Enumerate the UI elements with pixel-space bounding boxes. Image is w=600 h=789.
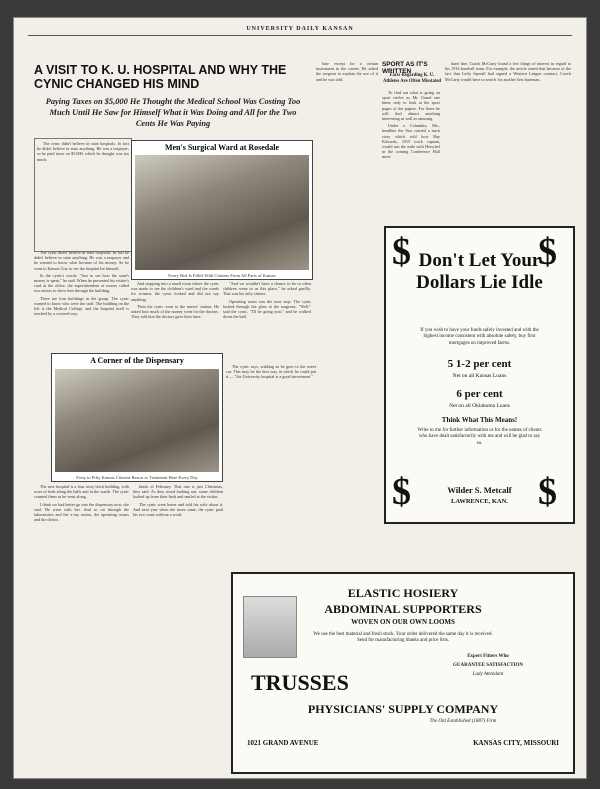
masthead-rule [28, 35, 572, 36]
sport-text-1 [382, 90, 440, 222]
kansas-rate-label: Net on all Kansas Loans [452, 373, 507, 379]
company-city: KANSAS CITY, MISSOURI [473, 739, 559, 747]
body-paragraph: The cynic says, walking as he goes to the street car. This may be the best way in which he could put it — "the University hospital is a good investment." [226, 364, 316, 380]
bank-ad-tagline: Think What This Means! [441, 416, 518, 424]
article-headline: A VISIT TO K. U. HOSPITAL AND WHY THE CYNIC CHANGED HIS MIND [34, 63, 287, 91]
dollar-sign-icon: $ [392, 471, 411, 513]
dollar-sign-icon: $ [392, 231, 411, 273]
column-3-lower-text [226, 364, 316, 564]
body-paragraph: In the cynic's words: "Just to see how the state's money is spent," he said. When he presented his visitor's card at the office, the superintendent of nurses called two nurses to show him through the building. [34, 272, 129, 294]
bank-ad-offer: Write to me for further information or for the names of clients who have dealt satisfactorily with me and will be glad to say so. [417, 428, 542, 446]
body-paragraph: Under a Columbia, Mo., headline the Star carried a track story which told how Ray Edwards, 1915 track captain, would run the mile with Herschel in the coming Conference Hall meet. [382, 123, 440, 160]
trusses-title: TRUSSES [251, 670, 349, 695]
body-paragraph: There are four buildings in the group. The cynic wanted to know who were the staff. The building on the left is the Medical College, and the hospital itself is reached by a covered way. [34, 295, 129, 317]
bank-ad-city: LAWRENCE, KAN. [451, 498, 508, 505]
oklahoma-rate-label: Net on all Oklahoma Loans [449, 403, 510, 409]
company-address: 1021 GRAND AVENUE [247, 739, 319, 747]
body-paragraph: kinds of February. That one is just Christmas, they said. As they stood looking out, some children looked up from their beds and smiled at the visitor. [133, 484, 223, 500]
column-1-text [34, 250, 129, 365]
masthead: UNIVERSITY DAILY KANSAN [246, 26, 354, 32]
body-paragraph: darie line, Coach McCarty found a few things of interest in regard to his 1916 baseball team. For example, the article stated that because of the fact that Lefty Sproull had signed a Western League contract, Coach McCarty would have to search for another first baseman. [445, 61, 571, 82]
bank-advertisement [384, 226, 575, 524]
article-deck: Paying Taxes on $5,000 He Thought the Medical School Was Costing Too Much Until He Saw for Himself What it Was Doing and All for the Two Cents He Was Paying [45, 97, 301, 128]
hosiery-lady: Lady Attendant [472, 672, 504, 677]
body-paragraph: And stopping into a small room where the cynic was made to see the children's ward and the wards for women, the cynic looked and did not say anything. [131, 281, 219, 302]
column-2-lower-text [133, 484, 223, 768]
oklahoma-rate: 6 per cent [456, 388, 503, 400]
body-paragraph: To find out what is going on sport circles as Mr. Grand one knew only to look at the sport pages of the papers. For there he will find almost anything interesting as well as amusing. [382, 90, 440, 122]
dollar-sign-icon: $ [538, 471, 557, 513]
newspaper-page [14, 18, 586, 778]
sport-headline: SPORT AS IT'S WRITTEN [382, 61, 428, 75]
photo-dispensary [51, 353, 223, 482]
bank-ad-headline: Don't Let Your Dollars Lie Idle [416, 250, 543, 293]
sport-subhead: Facts Regarding K. U. Athletes Are Often Misstated [382, 73, 442, 84]
company-established: The Old Established (1887) Firm [429, 719, 497, 724]
ward-photo-image [135, 155, 309, 270]
body-paragraph: Operating room was the next stop. The cynic looked through the glass at the surgeons. "Well," said the cynic, "I'll be going now," and he walked down the hall. [223, 298, 311, 320]
photo-caption: Every Bed Is Filled With Citizens From All Parts of Kansas [168, 273, 276, 278]
body-paragraph: The cynic went home and told his wife about it. And next year when the taxes came, the cynic paid his two cents without a word. [133, 501, 223, 518]
body-paragraph: The cynic didn't believe in state hospitals. In fact he didn't believe in state anything. He was a taxpayer and he wanted to know what became of his money. So he went to Kansas City to see the hospital for himself. [34, 250, 129, 271]
hosiery-note: We use the best material and fresh stock. Your order delivered the same day it is received. Send for manufacturing blanks and price lists. [313, 632, 493, 643]
column-1-lower-text [34, 484, 129, 768]
hosiery-fitters: Expert Fitters Who [467, 654, 509, 659]
looms-title: WOVEN ON OUR OWN LOOMS [351, 618, 455, 626]
bank-ad-intro: If you wish to have your funds safely invested and with the highest income consistent with absolute safety, buy first mortgages on improved farms. [420, 328, 539, 346]
body-paragraph: I think we had better go into the dispensary now, she said. He went with her. And so on through the laboratories and the x-ray rooms, the operating rooms and the clinics. [34, 501, 129, 523]
dispensary-photo-image [55, 369, 219, 472]
body-paragraph: The new hospital is a four story brick building, with rows of beds along the halls and in the wards. The cynic counted them as he went along. [34, 484, 129, 500]
body-paragraph: Then the cynic went to the nurses' station. He asked how much of the money went for the doctors. They told him the doctors gave their time. [131, 303, 219, 320]
sport-text-2 [445, 61, 571, 221]
kansas-rate: 5 1-2 per cent [447, 358, 512, 370]
photo-title: A Corner of the Dispensary [90, 356, 184, 365]
dollar-sign-icon: $ [538, 231, 557, 273]
photo-surgical-ward [131, 140, 313, 280]
loom-illustration [243, 596, 297, 658]
company-name: PHYSICIANS' SUPPLY COMPANY [307, 702, 499, 716]
hosiery-guarantee: GUARANTEE SATISFACTION [453, 663, 523, 668]
hosiery-title: ELASTIC HOSIERY [347, 586, 459, 600]
supporters-title: ABDOMINAL SUPPORTERS [324, 602, 482, 616]
photo-caption: Forty to Fifty Kansas Citizens Resort to Treatment Here Every Day [76, 475, 198, 480]
photo-title: Men's Surgical Ward at Rosedale [164, 143, 280, 152]
column-3-text [223, 281, 311, 361]
bank-ad-name: Wilder S. Metcalf [447, 485, 512, 495]
intro-box [34, 138, 132, 252]
body-paragraph: "And we wouldn't have a chance to be so often children come to us this place," he asked gruffly. That was his only chance. [223, 281, 311, 297]
column-2-text [131, 281, 219, 361]
column-4-text [316, 61, 378, 566]
intro-text: The cynic didn't believe in state hospitals. In fact he didn't believe in state anything. He was a taxpayer; so he paid taxes on $5,000, which he thought was too much. [37, 141, 129, 162]
hosiery-advertisement [231, 572, 575, 774]
body-paragraph: bate except for a certain instrument in the corner. He asked the surgeon to explain the use of it and he was told. [316, 61, 378, 82]
